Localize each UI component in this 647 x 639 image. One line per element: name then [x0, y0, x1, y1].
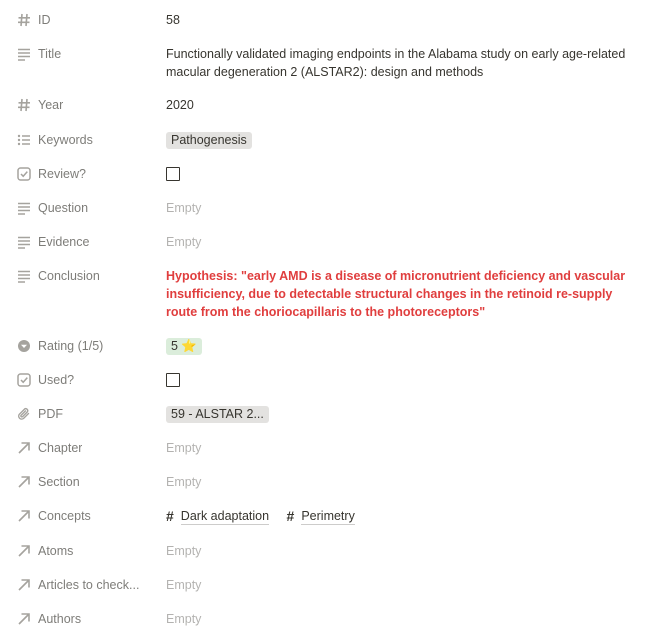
property-key-review[interactable] [0, 165, 166, 183]
property-label: Authors [38, 612, 82, 626]
rating-tag[interactable]: 5 ⭐ [166, 338, 202, 355]
chapter-value[interactable]: Empty [166, 441, 202, 455]
id-value[interactable]: 58 [166, 13, 180, 27]
property-key-year[interactable] [0, 96, 166, 114]
property-label: Conclusion [38, 269, 100, 283]
property-key-authors[interactable] [0, 610, 166, 628]
property-label: ID [38, 13, 51, 27]
property-key-evidence[interactable] [0, 233, 166, 251]
arrow-up-right-icon [16, 577, 32, 593]
paperclip-icon [16, 406, 32, 422]
arrow-up-right-icon [16, 611, 32, 627]
arrow-up-right-icon [16, 543, 32, 559]
keywords-value[interactable] [166, 131, 647, 149]
concept-link[interactable] [166, 507, 269, 525]
hashtag-icon: # [286, 508, 295, 524]
property-review [0, 165, 647, 186]
property-key-pdf[interactable] [0, 405, 166, 423]
property-authors [0, 610, 647, 628]
property-title [0, 45, 647, 81]
property-concepts [0, 507, 647, 526]
property-id [0, 11, 647, 29]
concept-link-label: Dark adaptation [180, 508, 270, 523]
property-keywords [0, 131, 647, 149]
property-key-rating[interactable] [0, 337, 166, 355]
property-key-question[interactable] [0, 199, 166, 217]
property-section [0, 473, 647, 491]
property-label: Review? [38, 167, 86, 181]
property-key-id[interactable] [0, 11, 166, 29]
property-label: PDF [38, 407, 63, 421]
concept-link[interactable] [287, 507, 355, 525]
property-pdf [0, 405, 647, 423]
number-icon [16, 12, 32, 28]
property-key-chapter[interactable] [0, 439, 166, 457]
property-key-concepts[interactable] [0, 507, 166, 525]
question-value[interactable]: Empty [166, 201, 202, 215]
checkbox-icon [16, 372, 32, 388]
pdf-value[interactable] [166, 405, 647, 423]
property-conclusion [0, 267, 647, 321]
keyword-tag[interactable]: Pathogenesis [166, 132, 252, 149]
property-key-section[interactable] [0, 473, 166, 491]
property-chapter [0, 439, 647, 457]
property-label: Rating (1/5) [38, 339, 104, 353]
property-label: Year [38, 98, 64, 112]
articles-value[interactable]: Empty [166, 578, 202, 592]
property-atoms [0, 542, 647, 560]
property-label: Articles to check... [38, 578, 140, 592]
rating-value[interactable] [166, 337, 647, 355]
text-icon [16, 234, 32, 250]
property-evidence [0, 233, 647, 251]
evidence-value[interactable]: Empty [166, 235, 202, 249]
property-key-conclusion[interactable] [0, 267, 166, 285]
property-key-articles-to-check[interactable] [0, 576, 166, 594]
property-year [0, 96, 647, 114]
property-rating [0, 337, 647, 355]
property-label: Title [38, 47, 62, 61]
review-checkbox[interactable] [166, 167, 180, 181]
property-label: Question [38, 201, 89, 215]
pdf-file-chip[interactable]: 59 - ALSTAR 2... [166, 406, 269, 423]
hashtag-icon: # [166, 508, 174, 524]
property-key-title[interactable] [0, 45, 166, 63]
concepts-value [166, 507, 647, 526]
property-label: Section [38, 475, 80, 489]
property-label: Used? [38, 373, 75, 387]
property-key-atoms[interactable] [0, 542, 166, 560]
property-key-keywords[interactable] [0, 131, 166, 149]
used-value [166, 371, 647, 392]
checkbox-icon [16, 166, 32, 182]
arrow-up-right-icon [16, 474, 32, 490]
authors-value[interactable]: Empty [166, 612, 202, 626]
property-label: Concepts [38, 509, 91, 523]
title-value[interactable]: Functionally validated imaging endpoints in the Alabama study on early age-related macular degeneration 2 (ALSTAR2): design and methods [166, 47, 626, 79]
property-label: Evidence [38, 235, 90, 249]
text-icon [16, 268, 32, 284]
text-icon [16, 200, 32, 216]
property-label: Chapter [38, 441, 83, 455]
arrow-up-right-icon [16, 440, 32, 456]
text-icon [16, 46, 32, 62]
property-articles-to-check [0, 576, 647, 594]
property-label: Keywords [38, 133, 93, 147]
multi-select-icon [16, 132, 32, 148]
year-value[interactable]: 2020 [166, 98, 194, 112]
section-value[interactable]: Empty [166, 475, 202, 489]
property-used [0, 371, 647, 392]
conclusion-value[interactable]: Hypothesis: "early AMD is a disease of micronutrient deficiency and vascular insufficiency, due to detectable structural changes in the retinoid re-supply route from the choriocapillaris to the photoreceptors" [166, 269, 626, 319]
arrow-up-right-icon [16, 508, 32, 524]
select-icon [16, 338, 32, 354]
number-icon [16, 97, 32, 113]
review-value [166, 165, 647, 186]
property-key-used[interactable] [0, 371, 166, 389]
property-label: Atoms [38, 544, 74, 558]
used-checkbox[interactable] [166, 373, 180, 387]
property-question [0, 199, 647, 217]
atoms-value[interactable]: Empty [166, 544, 202, 558]
concept-link-label: Perimetry [301, 508, 355, 523]
